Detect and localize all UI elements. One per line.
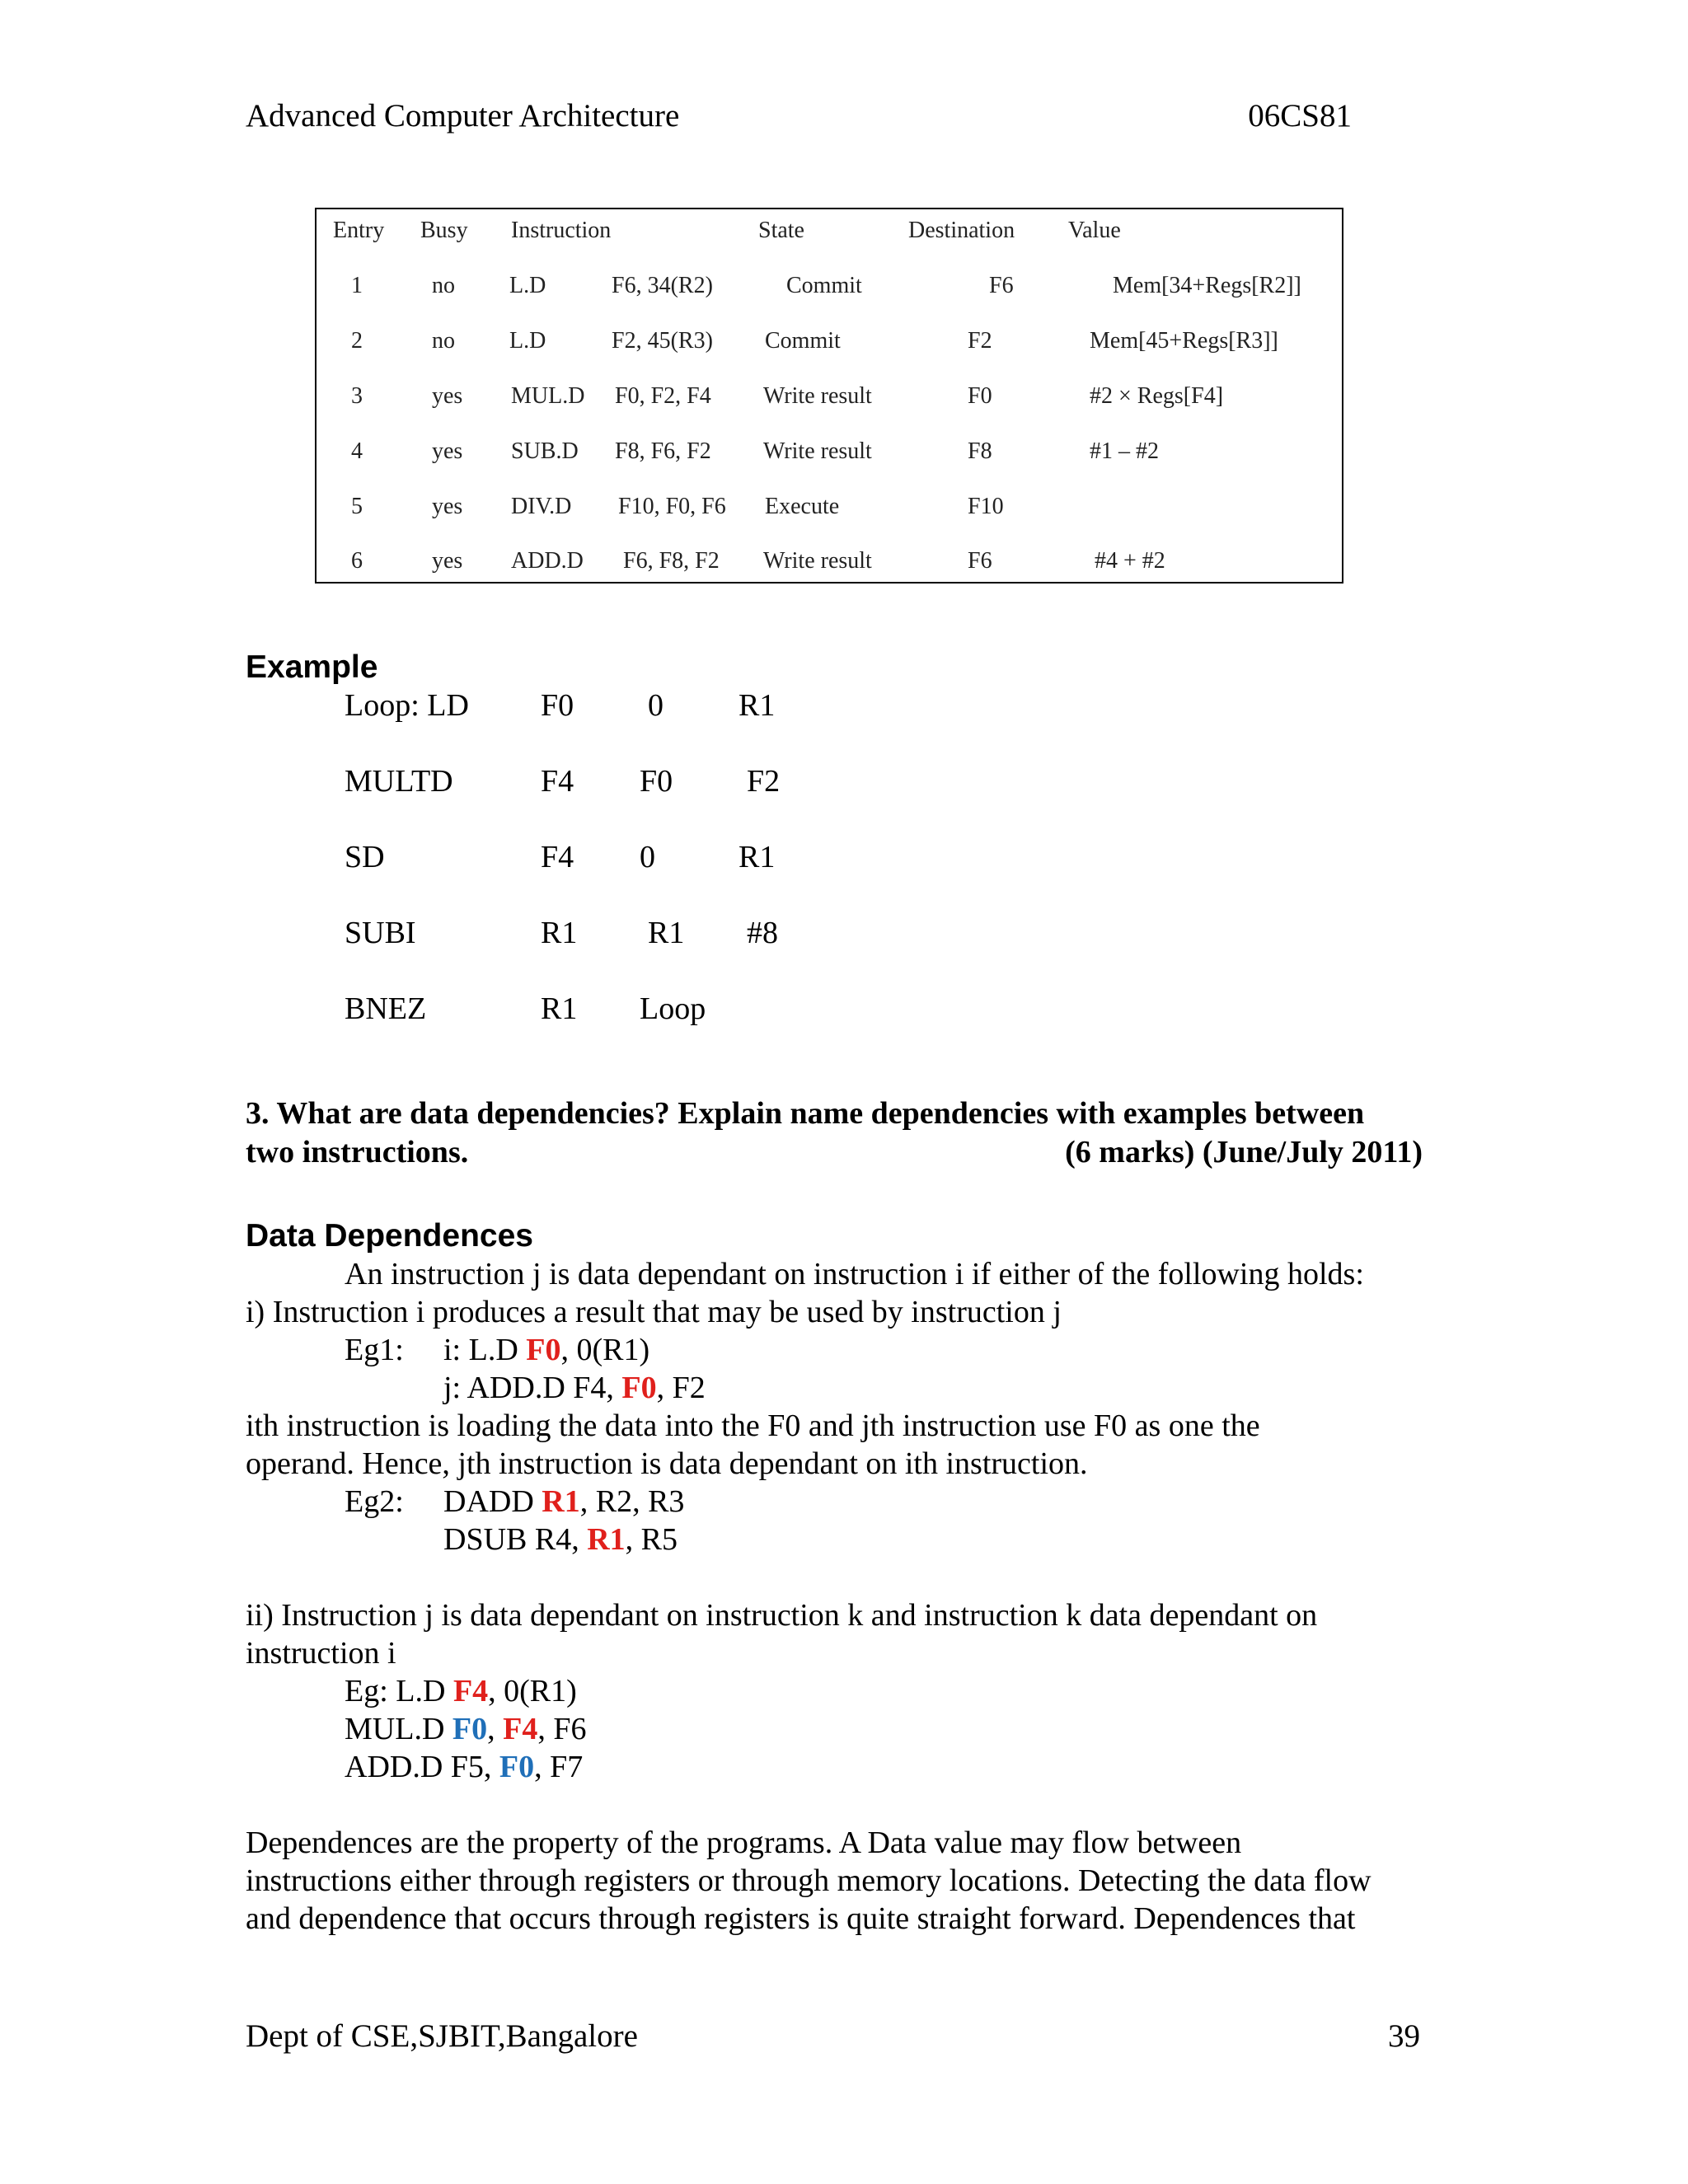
code-text: DSUB R4, xyxy=(443,1522,588,1557)
cell-busy: yes xyxy=(432,494,463,519)
paragraph-line1: Dependences are the property of the programs. A Data value may flow between xyxy=(246,1825,1242,1860)
code-text: , F6 xyxy=(537,1712,587,1746)
cell-state: Commit xyxy=(765,328,841,354)
page-number: 39 xyxy=(1388,2018,1420,2054)
code-text: , 0(R1) xyxy=(560,1333,650,1367)
cell-busy: yes xyxy=(432,383,463,409)
col-header-instruction: Instruction xyxy=(511,218,612,243)
cell-destination: F0 xyxy=(968,383,992,409)
code-operand: R1 xyxy=(541,991,578,1026)
highlighted-register: F0 xyxy=(621,1371,657,1405)
code-opcode: BNEZ xyxy=(345,991,427,1026)
eg1-line2 xyxy=(443,1370,706,1406)
cell-busy: yes xyxy=(432,548,463,574)
eg3-line1 xyxy=(345,1673,577,1709)
col-header-state: State xyxy=(758,218,804,243)
table-row xyxy=(316,548,1342,581)
code-text: , F7 xyxy=(534,1750,584,1784)
code-operand: R1 xyxy=(738,840,776,874)
highlighted-register: R1 xyxy=(542,1484,580,1519)
cell-opcode: DIV.D xyxy=(511,494,572,519)
table-row xyxy=(316,383,1342,416)
footer-department: Dept of CSE,SJBIT,Bangalore xyxy=(246,2018,638,2054)
cell-operands: F10, F0, F6 xyxy=(618,494,726,519)
code-text: MUL.D xyxy=(345,1712,452,1746)
code-line xyxy=(0,763,1688,801)
code-text: , 0(R1) xyxy=(488,1674,577,1708)
cell-operands: F0, F2, F4 xyxy=(615,383,711,409)
explain-line2: operand. Hence, jth instruction is data dependant on ith instruction. xyxy=(246,1446,1088,1481)
eg3-line2 xyxy=(345,1711,586,1747)
point-two-line2: instruction i xyxy=(246,1636,396,1671)
highlighted-register: R1 xyxy=(587,1522,626,1557)
code-operand: R1 xyxy=(541,916,578,950)
eg2-line2 xyxy=(443,1521,678,1558)
highlighted-register: F0 xyxy=(452,1712,488,1746)
code-line xyxy=(0,915,1688,953)
code-opcode: SD xyxy=(345,840,385,874)
code-text: i: L.D xyxy=(443,1333,527,1367)
cell-operands: F8, F6, F2 xyxy=(615,438,711,464)
code-text: ADD.D F5, xyxy=(345,1750,499,1784)
cell-operands: F6, 34(R2) xyxy=(612,273,713,298)
table-row xyxy=(316,273,1342,306)
highlighted-register: F4 xyxy=(452,1674,489,1708)
paragraph-line3: and dependence that occurs through registers is quite straight forward. Dependences that xyxy=(246,1901,1356,1936)
example-heading: Example xyxy=(246,649,378,685)
cell-destination: F6 xyxy=(968,548,992,574)
code-text: Eg: L.D xyxy=(345,1674,453,1708)
cell-opcode: L.D xyxy=(509,328,546,354)
code-operand: F2 xyxy=(747,764,781,799)
code-text: j: ADD.D F4, xyxy=(443,1371,622,1405)
cell-value: #4 + #2 xyxy=(1095,548,1165,574)
cell-busy: no xyxy=(432,328,455,354)
cell-entry: 2 xyxy=(351,328,363,354)
cell-entry: 6 xyxy=(351,548,363,574)
eg3-line3 xyxy=(345,1749,583,1785)
code-line xyxy=(0,991,1688,1029)
cell-opcode: ADD.D xyxy=(511,548,584,574)
code-operand: 0 xyxy=(640,840,655,874)
code-text: , F2 xyxy=(656,1371,706,1405)
eg2-line1 xyxy=(443,1483,684,1520)
code-opcode: MULTD xyxy=(345,764,453,799)
cell-opcode: L.D xyxy=(509,273,546,298)
question-marks: (6 marks) (June/July 2011) xyxy=(1065,1135,1423,1169)
header-course-code: 06CS81 xyxy=(1248,98,1352,134)
code-opcode: SUBI xyxy=(345,916,416,950)
cell-entry: 4 xyxy=(351,438,363,464)
code-operand: R1 xyxy=(648,916,685,950)
table-row xyxy=(316,438,1342,471)
cell-entry: 3 xyxy=(351,383,363,409)
cell-value: Mem[34+Regs[R2]] xyxy=(1113,273,1301,298)
cell-operands: F2, 45(R3) xyxy=(612,328,713,354)
highlighted-register: F0 xyxy=(499,1750,535,1784)
col-header-busy: Busy xyxy=(420,218,468,243)
code-text: DADD xyxy=(443,1484,542,1519)
col-header-destination: Destination xyxy=(908,218,1015,243)
cell-destination: F6 xyxy=(989,273,1014,298)
question-text-line2: two instructions. xyxy=(246,1135,469,1169)
question-block xyxy=(246,1094,1423,1172)
cell-state: Commit xyxy=(786,273,862,298)
explain-line1: ith instruction is loading the data into the F0 and jth instruction use F0 as one the xyxy=(246,1408,1260,1443)
code-operand: F0 xyxy=(640,764,673,799)
intro-text: An instruction j is data dependant on instruction i if either of the following holds: xyxy=(345,1257,1364,1291)
cell-state: Write result xyxy=(763,438,872,464)
reorder-buffer-table xyxy=(315,208,1343,583)
code-text: , R2, R3 xyxy=(579,1484,685,1519)
cell-busy: no xyxy=(432,273,455,298)
cell-value: #2 × Regs[F4] xyxy=(1090,383,1224,409)
cell-destination: F8 xyxy=(968,438,992,464)
code-operand: 0 xyxy=(648,688,663,723)
code-operand: F0 xyxy=(541,688,574,723)
code-opcode: Loop: LD xyxy=(345,688,469,723)
cell-value: Mem[45+Regs[R3]] xyxy=(1090,328,1278,354)
question-line2 xyxy=(246,1133,1423,1172)
code-operand: R1 xyxy=(738,688,776,723)
cell-destination: F2 xyxy=(968,328,992,354)
cell-value: #1 – #2 xyxy=(1090,438,1159,464)
highlighted-register: F4 xyxy=(503,1712,538,1746)
cell-busy: yes xyxy=(432,438,463,464)
cell-state: Write result xyxy=(763,383,872,409)
code-text: , R5 xyxy=(625,1522,678,1557)
code-text: , xyxy=(487,1712,504,1746)
header-title: Advanced Computer Architecture xyxy=(246,98,680,134)
cell-destination: F10 xyxy=(968,494,1004,519)
code-line xyxy=(0,839,1688,877)
code-operand: Loop xyxy=(640,991,706,1026)
code-operand: F4 xyxy=(541,840,574,874)
cell-state: Execute xyxy=(765,494,840,519)
question-text-line1: 3. What are data dependencies? Explain name dependencies with examples between xyxy=(246,1096,1365,1131)
table-row xyxy=(316,328,1342,361)
cell-opcode: SUB.D xyxy=(511,438,579,464)
cell-opcode: MUL.D xyxy=(511,383,585,409)
paragraph-line2: instructions either through registers or through memory locations. Detecting the data flow xyxy=(246,1863,1372,1898)
cell-entry: 1 xyxy=(351,273,363,298)
cell-state: Write result xyxy=(763,548,872,574)
cell-operands: F6, F8, F2 xyxy=(623,548,720,574)
eg2-label: Eg2: xyxy=(345,1484,404,1519)
code-line xyxy=(0,687,1688,725)
eg1-line1 xyxy=(443,1332,649,1368)
point-one-text: i) Instruction i produces a result that may be used by instruction j xyxy=(246,1295,1062,1329)
table-row xyxy=(316,494,1342,527)
code-operand: F4 xyxy=(541,764,574,799)
highlighted-register: F0 xyxy=(526,1333,561,1367)
cell-entry: 5 xyxy=(351,494,363,519)
code-operand: #8 xyxy=(747,916,778,950)
eg1-label: Eg1: xyxy=(345,1333,404,1367)
table-header-row xyxy=(316,218,1342,251)
col-header-entry: Entry xyxy=(333,218,385,243)
col-header-value: Value xyxy=(1068,218,1121,243)
point-two-line1: ii) Instruction j is data dependant on instruction k and instruction k data dependant on xyxy=(246,1598,1318,1633)
data-dependences-heading: Data Dependences xyxy=(246,1218,533,1254)
